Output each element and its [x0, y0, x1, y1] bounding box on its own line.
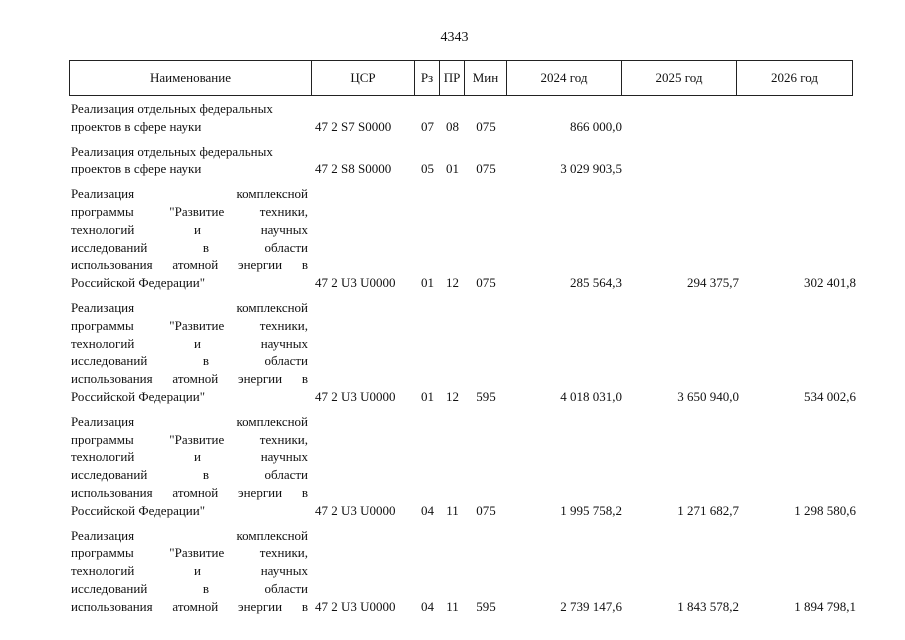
- header-min: Мин: [465, 61, 507, 96]
- row-name-line: исследований в области: [71, 467, 308, 483]
- table-row: [69, 413, 858, 527]
- row-pr: 11: [446, 502, 459, 518]
- row-rz: 04: [421, 598, 434, 614]
- row-name-line: Российской Федерации": [71, 388, 206, 404]
- row-name-line: технологий и научных: [71, 563, 308, 579]
- row-2026: 1 894 798,1: [794, 598, 856, 614]
- row-pr: 12: [446, 388, 459, 404]
- row-name-line: использования атомной энергии в: [71, 257, 308, 273]
- header-2024: 2024 год: [507, 61, 622, 96]
- table-row: [69, 299, 858, 413]
- row-name-line: технологий и научных: [71, 449, 308, 465]
- row-name: [69, 185, 312, 299]
- row-name-line: проектов в сфере науки: [71, 118, 202, 134]
- row-min: 075: [476, 161, 496, 177]
- row-rz: 05: [421, 161, 434, 177]
- row-2024: 2 739 147,6: [560, 598, 622, 614]
- header-rz: Рз: [415, 61, 440, 96]
- row-name-line: программы "Развитие техники,: [71, 203, 308, 219]
- row-min: 075: [476, 275, 496, 291]
- row-2025: [624, 100, 741, 143]
- table-row: [69, 100, 858, 143]
- row-name-line: технологий и научных: [71, 221, 308, 237]
- row-rz: 04: [421, 502, 434, 518]
- row-name-line: Российской Федерации": [71, 275, 206, 291]
- row-csr: 47 2 U3 U0000: [315, 388, 396, 404]
- row-name-line: использования атомной энергии в: [71, 484, 308, 500]
- row-csr: 47 2 U3 U0000: [315, 502, 396, 518]
- row-2025: 1 271 682,7: [677, 502, 739, 518]
- row-csr: 47 2 U3 U0000: [315, 275, 396, 291]
- row-name-line: исследований в области: [71, 580, 308, 596]
- row-name-line: использования атомной энергии в: [71, 371, 308, 387]
- row-2025: 1 843 578,2: [677, 598, 739, 614]
- header-name: Наименование: [70, 61, 312, 96]
- table-row: [69, 185, 858, 299]
- row-pr: 11: [446, 598, 459, 614]
- row-name-line: Реализация отдельных федеральных: [71, 101, 273, 116]
- table-row: [69, 143, 858, 186]
- row-name-line: технологий и научных: [71, 335, 308, 351]
- header-pr: ПР: [440, 61, 465, 96]
- row-2026: [741, 143, 858, 186]
- row-min: 595: [476, 388, 496, 404]
- row-pr: 01: [446, 161, 459, 177]
- row-name: [69, 299, 312, 413]
- row-2024: 1 995 758,2: [560, 502, 622, 518]
- row-2024: 3 029 903,5: [560, 161, 622, 177]
- row-2025: [624, 143, 741, 186]
- row-name-line: исследований в области: [71, 353, 308, 369]
- row-csr: 47 2 U3 U0000: [315, 598, 396, 614]
- header-csr: ЦСР: [312, 61, 415, 96]
- row-name-line: программы "Развитие техники,: [71, 431, 308, 447]
- row-2024: 4 018 031,0: [560, 388, 622, 404]
- row-2026: 302 401,8: [804, 275, 856, 291]
- row-2025: 3 650 940,0: [677, 388, 739, 404]
- row-name-line: исследований в области: [71, 239, 308, 255]
- row-name-line: Реализация комплексной: [71, 299, 308, 315]
- row-name-line: программы "Развитие техники,: [71, 317, 308, 333]
- row-min: 075: [476, 502, 496, 518]
- row-pr: 12: [446, 275, 459, 291]
- row-name: [69, 143, 312, 186]
- row-name-line: Реализация отдельных федеральных: [71, 143, 273, 159]
- row-2026: 1 298 580,6: [794, 502, 856, 518]
- row-2026: 534 002,6: [804, 388, 856, 404]
- row-name-line: Реализация комплексной: [71, 527, 308, 543]
- row-rz: 07: [421, 118, 434, 134]
- row-name-line: Реализация комплексной: [71, 413, 308, 429]
- table-row: [69, 527, 858, 623]
- row-2025: 294 375,7: [687, 275, 739, 291]
- table-body: [69, 100, 858, 623]
- row-name: [69, 100, 312, 143]
- row-name: [69, 527, 312, 623]
- row-2024: 866 000,0: [570, 118, 622, 134]
- table-header: [69, 60, 853, 96]
- row-name-line: Российской Федерации": [71, 502, 206, 518]
- row-name-line: использования атомной энергии в: [71, 598, 308, 614]
- row-csr: 47 2 S7 S0000: [315, 118, 392, 134]
- row-min: 075: [476, 118, 496, 134]
- row-min: 595: [476, 598, 496, 614]
- header-2025: 2025 год: [622, 61, 737, 96]
- row-name-line: Реализация комплексной: [71, 186, 308, 202]
- row-2026: [741, 100, 858, 143]
- row-name: [69, 413, 312, 527]
- row-rz: 01: [421, 388, 434, 404]
- row-rz: 01: [421, 275, 434, 291]
- row-name-line: проектов в сфере науки: [71, 161, 202, 177]
- page-number: 4343: [440, 30, 469, 45]
- row-name-line: программы "Развитие техники,: [71, 545, 308, 561]
- row-pr: 08: [446, 118, 459, 134]
- header-2026: 2026 год: [737, 61, 853, 96]
- row-csr: 47 2 S8 S0000: [315, 161, 392, 177]
- row-2024: 285 564,3: [570, 275, 622, 291]
